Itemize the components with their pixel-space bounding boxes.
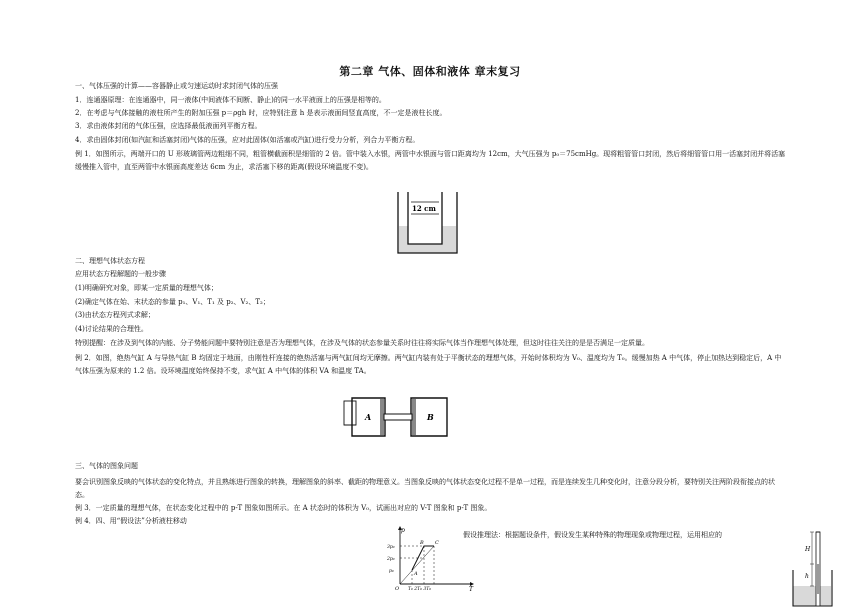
graph-t-axis: T [469,586,474,592]
graph-p-axis: p [401,527,405,534]
s2-step-3: (3)由状态方程列式求解； [75,311,155,319]
s2-step-2: (2)确定气体在始、末状态的参量 p₁、V₁、T₁ 及 p₂、V₂、T₂； [75,298,270,306]
s1-point-3: 3．求由液体封闭的气体压强，应选择最低液面列平衡方程。 [75,122,262,130]
graph-y-p0: p₀ [389,569,394,574]
graph-origin: O [395,586,400,592]
liquid-column-figure [792,524,860,607]
s2-subheading: 应用状态方程解题的一般步骤 [75,270,166,278]
cylinders-figure [343,394,453,440]
example-3-text: 例 3．一定质量的理想气体，在状态变化过程中的 p-T 图象如图所示。在 A 状态时的体积为 V₀，试画出对应的 V-T 图象和 p-T 图象。 [75,504,492,512]
example-2-text: 例 2．如图，绝热气缸 A 与导热气缸 B 均固定于地面，由刚性杆连接的绝热活塞与两气缸间均无摩擦。两气缸内装有处于平衡状态的理想气体，开始时体积均为 V₀、温度均为 T₀。缓慢加热 A 中气体，停止加热达到稳定后，A 中气体压强为原来的 1.2 倍。设环境温度始终保持不变，求气缸 A 中气体的体积 VA 和温度 TA。 [75,354,782,375]
graph-x-ticks: T₀ 2T₀ 3T₀ [408,587,432,592]
s3-paragraph: 要会识别图象反映的气体状态的变化特点，并且熟练进行图象的转换，理解图象的斜率、截距的物理意义。当图象反映的气体状态变化过程不是单一过程，而是连续发生几种变化时，注意分段分析，要特别关注两阶段衔接点的状态。 [75,478,775,499]
s1-point-1: 1．连通器原理：在连通器中，同一液体(中间液体不间断、静止)的同一水平液面上的压强是相等的。 [75,96,386,104]
example-1-text: 例 1．如图所示，两端开口的 U 形玻璃管两边粗细不同，粗管横截面积是细管的 2 倍。管中装入水银，两管中水银面与管口距离均为 12cm，大气压强为 p₀＝75cmHg。现将粗管管口封闭，然后将细管管口用一活塞封闭并将活塞缓慢推入管中，直至两管中水银面高度差达 6cm 为止，求活塞下移的距离(假设环境温度不变)。 [75,150,786,171]
graph-point-a: A [414,571,418,577]
graph-y-3p0: 3p₀ [387,545,395,550]
cylinder-b-label: B [427,412,434,422]
cylinder-a-label: A [365,412,372,422]
fig1-height-label: 12 cm [412,204,436,213]
s1-point-4: 4．求由固体封闭(如汽缸和活塞封闭)气体的压强，应对此固体(如活塞或汽缸)进行受力分析，列合力平衡方程。 [75,136,420,144]
u-tube-figure [395,190,461,257]
s2-step-4: (4)讨论结果的合理性。 [75,325,148,333]
section2-heading: 二、理想气体状态方程 [75,257,145,265]
graph-y-2p0: 2p₀ [387,557,395,562]
s1-point-2: 2．在考虑与气体接触的液柱所产生的附加压强 p＝ρgh 时，应特别注意 h 是表示液面间竖直高度，不一定是液柱长度。 [75,109,447,117]
s2-step-1: (1)明确研究对象，即某一定质量的理想气体； [75,284,218,292]
section3-heading: 三、气体的图象问题 [75,462,138,470]
special-tip: 特别提醒：在涉及到气体的内能、分子势能问题中要特别注意是否为理想气体，在涉及气体的状态参量关系时往往将实际气体当作理想气体处理，但这时往往关注的是是否满足一定质量。 [75,339,649,347]
graph-point-c: C [435,540,439,546]
page-title: 第二章 气体、固体和液体 章末复习 [339,65,521,78]
graph-point-b: B [420,540,424,546]
hypothesis-text: 假设推理法：根据题设条件，假设发生某种特殊的物理现象或物理过程，运用相应的 [463,531,722,539]
tube-h-big: H [805,546,811,553]
example-4-text: 例 4．四、用“假设法”分析液柱移动 [75,517,187,525]
p-t-graph [384,524,476,592]
section1-heading: 一、气体压强的计算——容器静止或匀速运动时求封闭气体的压强 [75,82,278,90]
tube-h-small: h [805,573,809,580]
